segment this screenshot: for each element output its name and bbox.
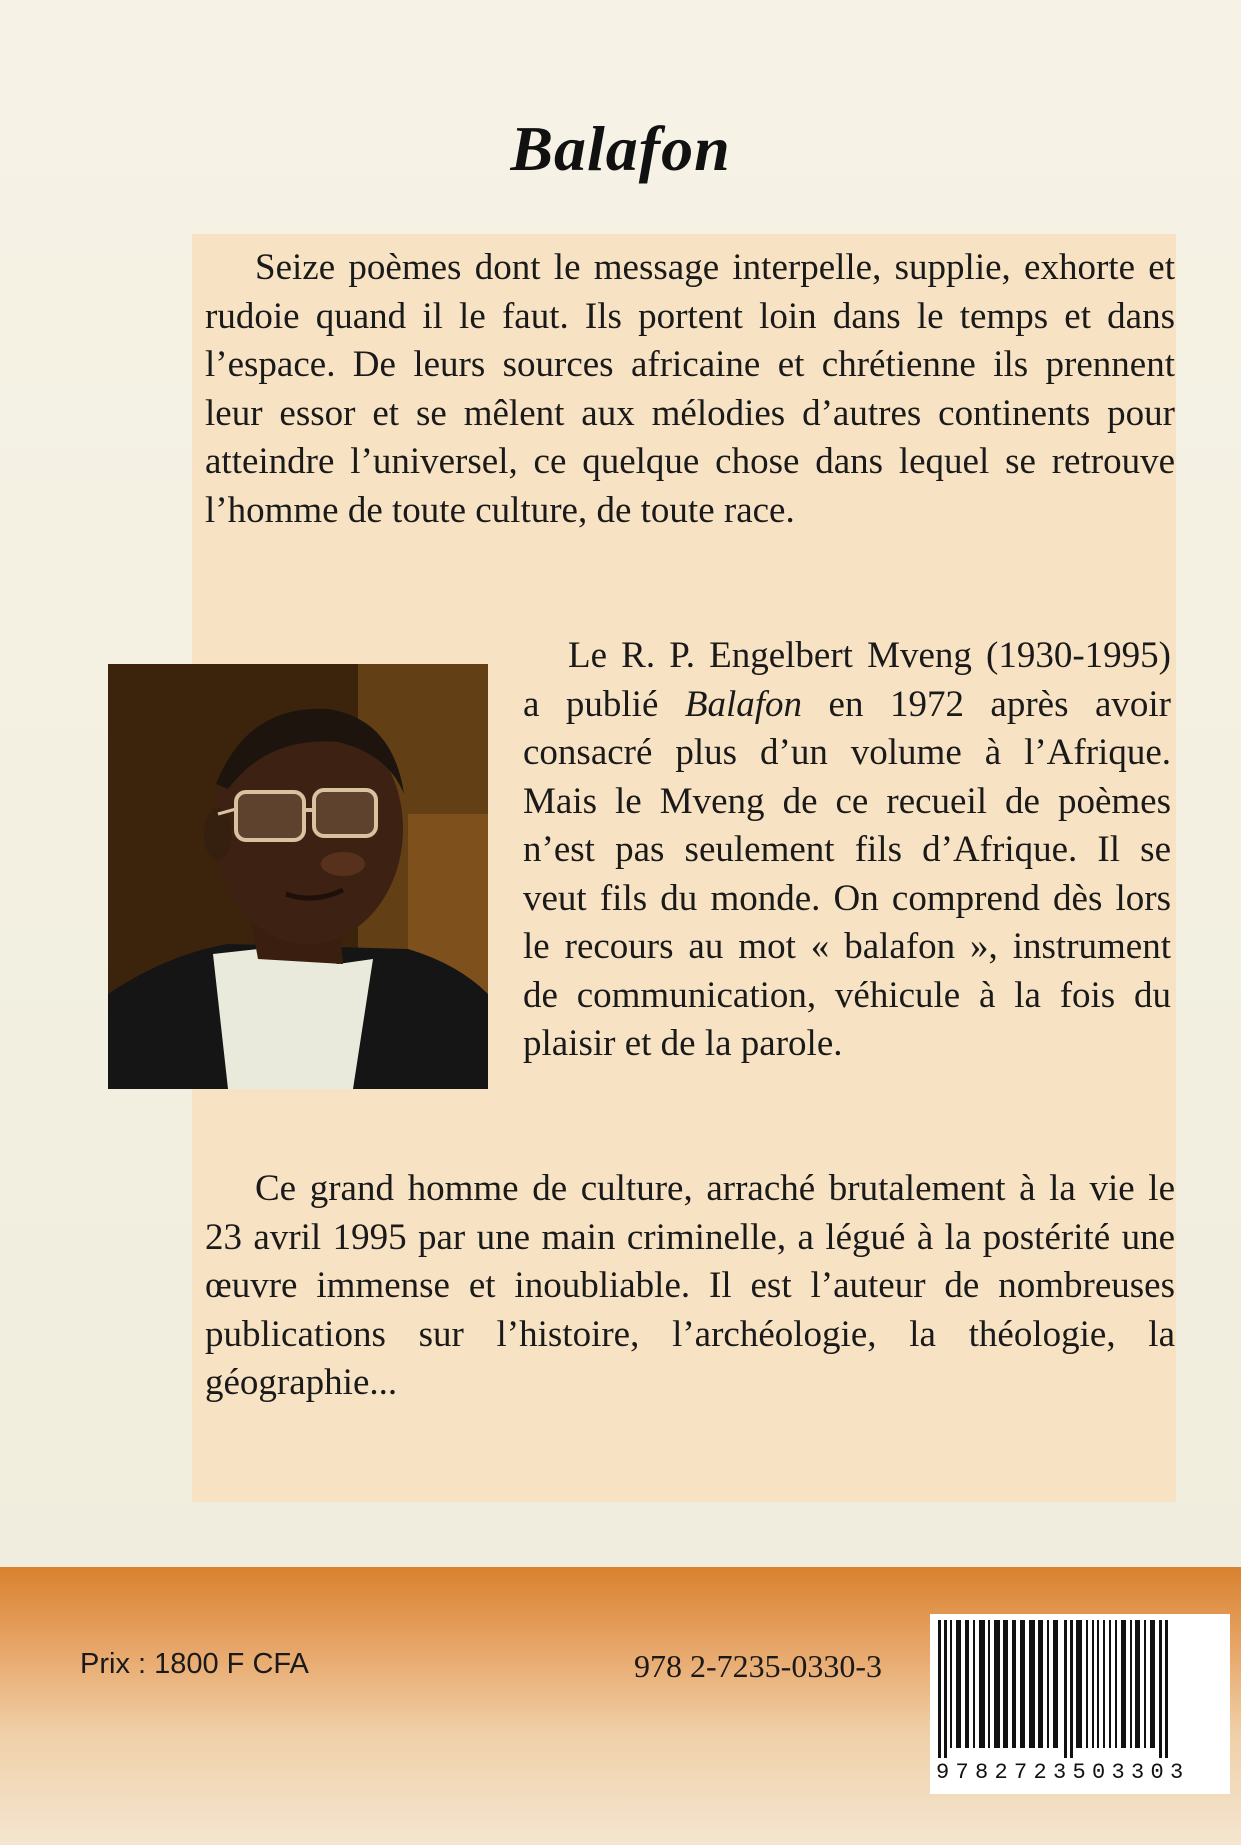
- barcode-bar: [1064, 1620, 1067, 1758]
- barcode-bar: [1086, 1620, 1088, 1748]
- paragraph-summary: Seize poèmes dont le message interpelle, supplie, exhorte et rudoie quand il le faut. Ils portent loin dans le temps et dans l’espace. De leurs sources africaine et chrétienne ils prennent leur essor et se mêlent aux mélodies d’autres continents pour atteindre l’universel, ce quelque chose dans lequel se retrouve l’homme de toute culture, de toute race.: [205, 247, 1175, 531]
- bio-text-end: en 1972 après avoir consacré plus d’un volume à l’Afrique. Mais le Mveng de ce recueil de poèmes n’est pas seulement fils d’Afrique. Il se veut fils du monde. On comprend dès lors le recours au mot « balafon », instrument de communication, véhicule à la fois du plaisir et de la parole.: [523, 683, 1171, 1064]
- barcode-bar: [965, 1620, 969, 1748]
- paragraph-author-bio: [523, 632, 1171, 1069]
- barcode-bar: [1103, 1620, 1105, 1748]
- barcode-bar: [1020, 1620, 1025, 1748]
- barcode-bar: [1029, 1620, 1035, 1748]
- barcode-bar: [950, 1620, 952, 1748]
- barcode-bar: [1159, 1620, 1162, 1758]
- barcode-bar: [1135, 1620, 1140, 1748]
- portrait-illustration: [108, 664, 488, 1089]
- barcode-bar: [1092, 1620, 1094, 1748]
- barcode-bar: [1070, 1620, 1073, 1758]
- barcode-bar: [1097, 1620, 1099, 1748]
- barcode-bar: [1150, 1620, 1155, 1748]
- paragraph-legacy: Ce grand homme de culture, arraché brutalement à la vie le 23 avril 1995 par une main criminelle, a légué à la postérité une œuvre immense et inoubliable. Il est l’auteur de nombreuses publications sur l’histoire, l’archéologie, la théologie, la géographie...: [205, 1168, 1175, 1403]
- barcode-bar: [1053, 1620, 1058, 1748]
- barcode-bar: [1047, 1620, 1049, 1748]
- barcode-bar: [1038, 1620, 1043, 1748]
- barcode-bar: [938, 1620, 941, 1758]
- book-title: Balafon: [510, 113, 731, 184]
- barcode-bar: [994, 1620, 1000, 1748]
- barcode-bar: [956, 1620, 961, 1748]
- barcode-bar: [988, 1620, 990, 1748]
- barcode-bar: [1130, 1620, 1132, 1748]
- barcode-bar: [1003, 1620, 1008, 1748]
- bio-text-start: Le R. P. Engelbert Mveng (1930-1995) a publié: [523, 635, 1171, 725]
- barcode-bar: [1121, 1620, 1126, 1748]
- price-label: Prix : 1800 F CFA: [80, 1648, 309, 1680]
- barcode-bar: [1165, 1620, 1168, 1758]
- barcode-bar: [1115, 1620, 1117, 1748]
- barcode-bar: [1144, 1620, 1146, 1748]
- isbn-label: 978 2-7235-0330-3: [634, 1648, 882, 1684]
- barcode-bars: [930, 1614, 1230, 1759]
- author-portrait: [108, 664, 488, 1089]
- barcode-bar: [979, 1620, 985, 1748]
- barcode-bar: [1012, 1620, 1016, 1748]
- barcode-bar: [944, 1620, 947, 1758]
- barcode-digits: 9782723503303: [936, 1760, 1228, 1785]
- bio-book-title: Balafon: [684, 683, 803, 725]
- barcode-bar: [973, 1620, 975, 1748]
- barcode-bar: [1076, 1620, 1082, 1748]
- barcode-bar: [1109, 1620, 1111, 1748]
